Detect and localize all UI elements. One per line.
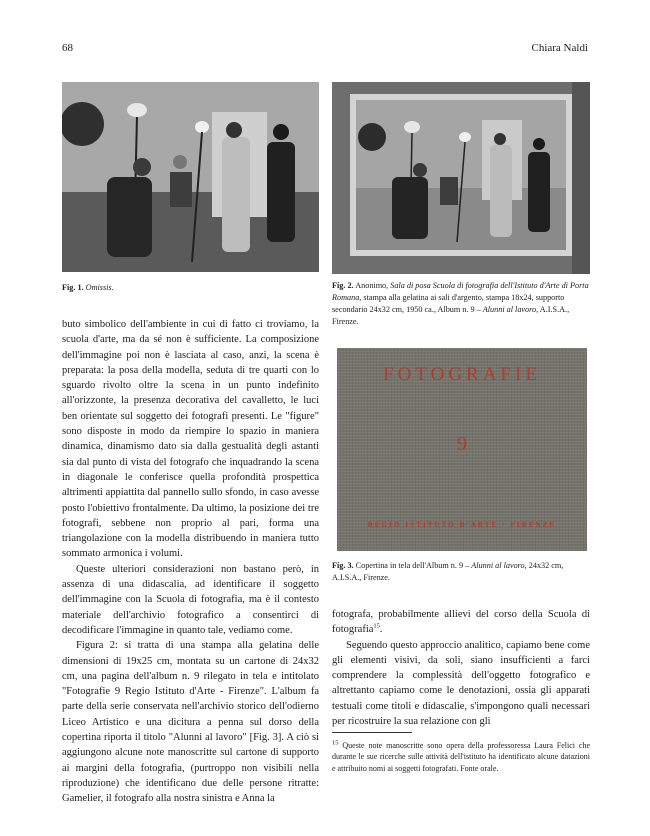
figure-2-title: Sala di posa Scuola di fotografia dell'Istituto d'Arte di Porta Romana xyxy=(332,281,589,302)
footnote xyxy=(332,740,590,774)
paragraph: Queste ulteriori considerazioni non bastano però, in assenza di una didascalia, ad identificare il soggetto dell'immagine con la Scuola di fotografia, ma è il contesto materiale dell'archivio fotografico a consentirci di decodificare l'immagine in quanto tale, vediamo come. xyxy=(62,563,319,636)
figure-2-source: , A.I.S.A., Firenze. xyxy=(332,304,570,326)
figure-2-details: , stampa alla gelatina ai sali d'argento, stampa 18x24, supporto secondario 24x32 cm, 1950 ca., Album n. 9 – xyxy=(332,292,565,314)
footnote-text: Queste note manoscritte sono opera della professoressa Laura Felici che durante le sue ricerche sulle attività dell'istituto ha identificato alcune datazioni e attribuito nomi ai soggetti fotografati. Fonte orale. xyxy=(332,741,590,773)
paragraph-end: . xyxy=(379,624,383,636)
cover-title: FOTOGRAFIE xyxy=(383,364,541,385)
figure-1-caption xyxy=(62,282,312,294)
footnote-number: 15 xyxy=(332,739,339,747)
figure-1-text: Omissis. xyxy=(85,283,114,292)
figure-2-author: Anonimo, xyxy=(355,281,389,290)
figure-1-photo xyxy=(62,82,319,272)
figure-3-caption xyxy=(332,560,590,584)
paragraph xyxy=(332,607,590,638)
figure-3-album: Alunni al lavoro xyxy=(471,561,525,570)
figure-3-album-cover xyxy=(337,348,587,551)
figure-2-label: Fig. 2. xyxy=(332,281,354,290)
footnote-reference[interactable]: 15 xyxy=(373,622,380,630)
figure-2-photo xyxy=(332,82,590,274)
figure-1-label: Fig. 1. xyxy=(62,283,84,292)
paragraph: Seguendo questo approccio analitico, capiamo bene come gli elementi visivi, da soli, siano insufficienti a farci comprendere la complessità dell'oggetto fotografico e altrettanto capiamo come le denotazioni, ossia gli apparati testuali come titoli e didascalie, s'impongono quali necessari per ricostruire la sua relazione con gli xyxy=(332,639,590,728)
body-column-left xyxy=(62,317,319,807)
figure-3-desc: Copertina in tela dell'Album n. 9 – xyxy=(355,561,470,570)
cover-footer: REGIO ISTITUTO D'ARTE · FIRENZE xyxy=(367,522,557,529)
figure-2-caption xyxy=(332,280,590,328)
cover-number: 9 xyxy=(457,433,467,455)
footnote-rule xyxy=(332,732,412,733)
paragraph: buto simbolico dell'ambiente in cui di fatto ci troviamo, la scuola d'arte, ma da sé non è sufficiente. La composizione dell'immagine poi non è lasciata al caso, anzi, la scena è preparata: la posa della modella, seduta di tre quarti con lo sguardo rivolto oltre la scena in un punto indefinito all'orizzonte, la presenza decorativa del cavalletto, le luci ben orientate sul soggetto dei fotografi presenti. Le "figure" sono disposte in modo da riempire lo spazio in maniera dinamica, dinamismo dato sia dalla gestualità degli astanti sia dal punto di vista del fotografo che inquadrando la scena in diagonale le conferisce quella profondità prospettica altrimenti appiattita dal pannello sullo sfondo, in caso avesse posto l'obiettivo frontalmente. Da ultimo, la posizione dei tre fotografi, sebbene non proprio al pari, forma una triangolazione con la modella distribuendo in maniera tutto sommato armonica i volumi. xyxy=(62,319,319,560)
body-column-right xyxy=(332,607,590,729)
figure-3-source: , 24x32 cm, A.I.S.A., Firenze. xyxy=(332,561,564,582)
figure-3-label: Fig. 3. xyxy=(332,561,354,570)
page-number: 68 xyxy=(62,42,73,54)
paragraph-text: fotografa, probabilmente allievi del corso della Scuola di fotografia xyxy=(332,609,590,636)
figure-2-album: Alunni al lavoro xyxy=(482,304,537,314)
paragraph: Figura 2: si tratta di una stampa alla gelatina delle dimensioni di 19x25 cm, montata su un cartone di 24x32 cm, una pagina dell'album n. 9 rilegato in tela e intitolato "Fotografie 9 Regio Istituto d'Arte - Firenze". L'album fa parte della serie conservata nell'archivio storico dell'odierno Liceo Artistico e una dicitura a penna sul dorso della copertina riporta il titolo "Alunni al lavoro" [Fig. 3]. A ciò si aggiungono alcune note manoscritte sul cartone di supporto ai margini della fotografia, (purtroppo non visibili nella riproduzione) che identificano due delle persone ritratte: Gamelier, il fotografo alla nostra sinistra e Anna la xyxy=(62,640,319,805)
running-head-author: Chiara Naldi xyxy=(531,42,588,54)
